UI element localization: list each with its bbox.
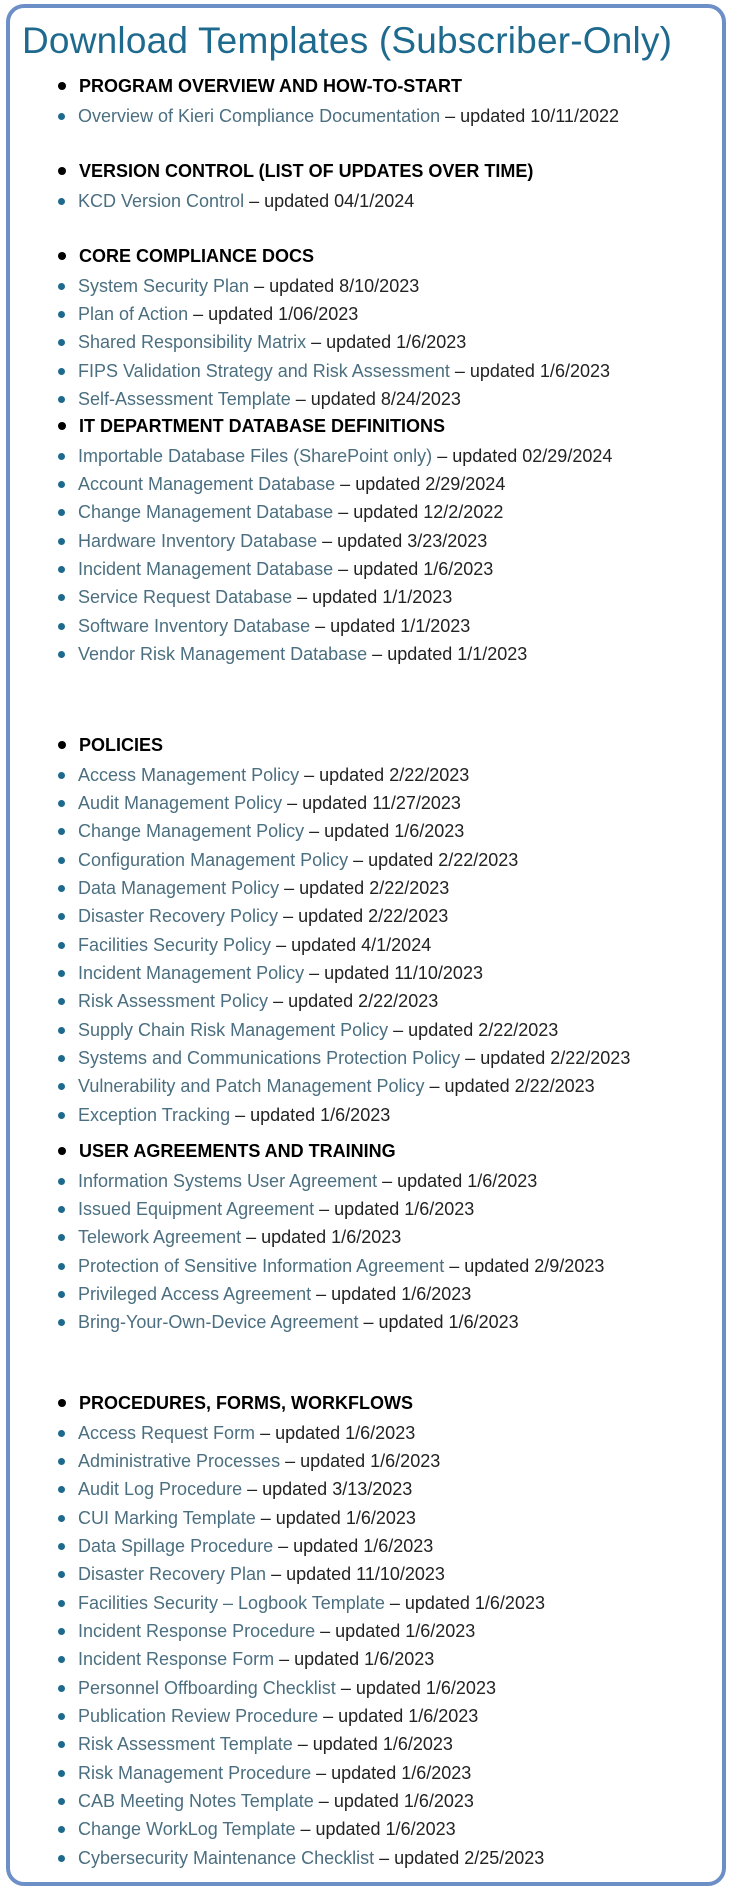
updated-date: updated 2/22/2023 bbox=[368, 849, 519, 870]
list-item bbox=[58, 1195, 474, 1223]
dash-separator: – bbox=[454, 360, 465, 381]
list-item bbox=[58, 789, 461, 817]
template-link-change-management-policy[interactable]: Change Management Policy bbox=[78, 821, 305, 842]
template-link-facilities-security-policy[interactable]: Facilities Security Policy bbox=[78, 934, 272, 955]
updated-date: updated 1/6/2023 bbox=[355, 1677, 496, 1698]
list-item bbox=[58, 931, 431, 959]
bullet-icon bbox=[58, 885, 65, 892]
bullet-icon bbox=[58, 252, 66, 260]
section-heading bbox=[58, 1389, 413, 1417]
dash-separator: – bbox=[318, 1791, 329, 1812]
template-link-incident-response-procedure[interactable]: Incident Response Procedure bbox=[78, 1620, 316, 1641]
dash-separator: – bbox=[320, 1620, 331, 1641]
template-link-issued-equipment-agreement[interactable]: Issued Equipment Agreement bbox=[78, 1198, 315, 1219]
bullet-icon bbox=[58, 1600, 65, 1607]
bullet-icon bbox=[58, 1206, 65, 1213]
bullet-icon bbox=[58, 1826, 65, 1833]
list-item bbox=[58, 612, 470, 640]
list-item bbox=[58, 584, 452, 612]
template-link-personnel-offboarding-checklist[interactable]: Personnel Offboarding Checklist bbox=[78, 1677, 336, 1698]
list-item bbox=[58, 1101, 390, 1129]
updated-date: updated 1/6/2023 bbox=[275, 1507, 416, 1528]
updated-date: updated 4/1/2024 bbox=[291, 934, 432, 955]
bullet-icon bbox=[58, 741, 66, 749]
dash-separator: – bbox=[297, 1734, 308, 1755]
updated-date: updated 3/13/2023 bbox=[262, 1479, 413, 1500]
template-link-risk-assessment-template[interactable]: Risk Assessment Template bbox=[78, 1734, 293, 1755]
bullet-icon bbox=[58, 1855, 65, 1862]
template-link-fips-validation-strategy-and-risk-assessment[interactable]: FIPS Validation Strategy and Risk Assessment bbox=[78, 360, 450, 381]
dash-separator: – bbox=[322, 530, 333, 551]
bullet-icon bbox=[58, 1515, 65, 1522]
dash-separator: – bbox=[193, 303, 204, 324]
dash-separator: – bbox=[363, 1312, 374, 1333]
dash-separator: – bbox=[353, 849, 364, 870]
template-link-shared-responsibility-matrix[interactable]: Shared Responsibility Matrix bbox=[78, 332, 307, 353]
dash-separator: – bbox=[279, 1649, 290, 1670]
list-item bbox=[58, 1016, 558, 1044]
list-item bbox=[58, 1731, 453, 1759]
updated-date: updated 1/6/2023 bbox=[312, 1734, 453, 1755]
bullet-icon bbox=[58, 481, 65, 488]
dash-separator: – bbox=[285, 1450, 296, 1471]
bullet-icon bbox=[58, 1291, 65, 1298]
section-heading bbox=[58, 242, 314, 270]
list-item bbox=[58, 442, 612, 470]
bullet-icon bbox=[58, 1083, 65, 1090]
list-item bbox=[58, 761, 469, 789]
list-item bbox=[58, 102, 619, 130]
updated-date: updated 2/22/2023 bbox=[319, 764, 470, 785]
bullet-icon bbox=[58, 1112, 65, 1119]
template-link-cui-marking-template[interactable]: CUI Marking Template bbox=[78, 1507, 256, 1528]
template-link-self-assessment-template[interactable]: Self-Assessment Template bbox=[78, 388, 291, 409]
bullet-icon bbox=[58, 1543, 65, 1550]
dash-separator: – bbox=[445, 105, 456, 126]
template-link-information-systems-user-agreement[interactable]: Information Systems User Agreement bbox=[78, 1170, 378, 1191]
section-heading bbox=[58, 412, 445, 440]
bullet-icon bbox=[58, 970, 65, 977]
dash-separator: – bbox=[393, 1019, 404, 1040]
updated-date: updated 1/1/2023 bbox=[387, 643, 528, 664]
dash-separator: – bbox=[260, 1507, 271, 1528]
template-link-incident-management-database[interactable]: Incident Management Database bbox=[78, 558, 334, 579]
bullet-icon bbox=[58, 1713, 65, 1720]
bullet-icon bbox=[58, 566, 65, 573]
dash-separator: – bbox=[287, 792, 298, 813]
list-item bbox=[58, 1476, 412, 1504]
section-heading bbox=[58, 1137, 396, 1165]
list-item bbox=[58, 555, 493, 583]
list-item bbox=[58, 818, 464, 846]
bullet-icon bbox=[58, 1399, 66, 1407]
bullet-icon bbox=[58, 1628, 65, 1635]
template-link-overview-of-kieri-compliance-documentation[interactable]: Overview of Kieri Compliance Documentation bbox=[78, 105, 441, 126]
list-item bbox=[58, 1844, 544, 1872]
list-item bbox=[58, 1561, 445, 1589]
templates-panel bbox=[6, 4, 726, 1886]
template-link-privileged-access-agreement[interactable]: Privileged Access Agreement bbox=[78, 1283, 312, 1304]
template-link-risk-management-procedure[interactable]: Risk Management Procedure bbox=[78, 1762, 312, 1783]
list-item bbox=[58, 1504, 416, 1532]
updated-date: updated 1/6/2023 bbox=[378, 1312, 519, 1333]
template-link-importable-database-files-sharepoint-only[interactable]: Importable Database Files (SharePoint only) bbox=[78, 445, 433, 466]
dash-separator: – bbox=[254, 275, 265, 296]
dash-separator: – bbox=[340, 1677, 351, 1698]
bullet-icon bbox=[58, 913, 65, 920]
updated-date: updated 02/29/2024 bbox=[452, 445, 613, 466]
template-link-access-management-policy[interactable]: Access Management Policy bbox=[78, 764, 300, 785]
bullet-icon bbox=[58, 1147, 66, 1155]
template-link-plan-of-action[interactable]: Plan of Action bbox=[78, 303, 189, 324]
list-item bbox=[58, 1788, 474, 1816]
list-item bbox=[58, 357, 610, 385]
list-item bbox=[58, 1703, 478, 1731]
template-link-data-spillage-procedure[interactable]: Data Spillage Procedure bbox=[78, 1535, 274, 1556]
list-item bbox=[58, 300, 358, 328]
template-link-access-request-form[interactable]: Access Request Form bbox=[78, 1422, 256, 1443]
bullet-icon bbox=[58, 998, 65, 1005]
list-item bbox=[58, 187, 414, 215]
list-item bbox=[58, 1532, 433, 1560]
template-link-system-security-plan[interactable]: System Security Plan bbox=[78, 275, 250, 296]
list-item bbox=[58, 1309, 519, 1337]
template-link-cybersecurity-maintenance-checklist[interactable]: Cybersecurity Maintenance Checklist bbox=[78, 1847, 375, 1868]
dash-separator: – bbox=[316, 1283, 327, 1304]
list-item bbox=[58, 527, 487, 555]
updated-date: updated 1/6/2023 bbox=[335, 1620, 476, 1641]
list-item bbox=[58, 874, 449, 902]
updated-date: updated 1/6/2023 bbox=[294, 1649, 435, 1670]
updated-date: updated 2/22/2023 bbox=[444, 1076, 595, 1097]
dash-separator: – bbox=[338, 558, 349, 579]
updated-date: updated 11/10/2023 bbox=[324, 962, 483, 983]
template-link-cab-meeting-notes-template[interactable]: CAB Meeting Notes Template bbox=[78, 1791, 314, 1812]
bullet-icon bbox=[58, 800, 65, 807]
template-link-change-worklog-template[interactable]: Change WorkLog Template bbox=[78, 1819, 296, 1840]
template-link-bring-your-own-device-agreement[interactable]: Bring-Your-Own-Device Agreement bbox=[78, 1312, 359, 1333]
bullet-icon bbox=[58, 857, 65, 864]
dash-separator: – bbox=[300, 1819, 311, 1840]
bullet-icon bbox=[58, 538, 65, 545]
updated-date: updated 1/6/2023 bbox=[353, 558, 494, 579]
updated-date: updated 1/6/2023 bbox=[293, 1535, 434, 1556]
updated-date: updated 1/1/2023 bbox=[312, 587, 453, 608]
list-item bbox=[58, 1252, 604, 1280]
updated-date: updated 1/6/2023 bbox=[275, 1422, 416, 1443]
updated-date: updated 11/27/2023 bbox=[302, 792, 461, 813]
list-item bbox=[58, 1759, 471, 1787]
bullet-icon bbox=[58, 198, 65, 205]
bullet-icon bbox=[58, 1685, 65, 1692]
bullet-icon bbox=[58, 772, 65, 779]
updated-date: updated 2/9/2023 bbox=[464, 1255, 605, 1276]
bullet-icon bbox=[58, 339, 65, 346]
updated-date: updated 2/22/2023 bbox=[288, 991, 439, 1012]
list-item bbox=[58, 959, 483, 987]
bullet-icon bbox=[58, 167, 66, 175]
bullet-icon bbox=[58, 651, 65, 658]
dash-separator: – bbox=[323, 1706, 334, 1726]
bullet-icon bbox=[58, 1458, 65, 1465]
dash-separator: – bbox=[283, 906, 294, 927]
template-link-supply-chain-risk-management-policy[interactable]: Supply Chain Risk Management Policy bbox=[78, 1019, 389, 1040]
list-item bbox=[58, 1167, 537, 1195]
dash-separator: – bbox=[304, 764, 315, 785]
updated-date: updated 1/1/2023 bbox=[330, 615, 471, 636]
dash-separator: – bbox=[465, 1048, 476, 1068]
updated-date: updated 1/06/2023 bbox=[208, 303, 359, 324]
template-link-disaster-recovery-policy[interactable]: Disaster Recovery Policy bbox=[78, 906, 279, 927]
list-item bbox=[58, 1419, 415, 1447]
template-link-hardware-inventory-database[interactable]: Hardware Inventory Database bbox=[78, 530, 318, 551]
template-link-data-management-policy[interactable]: Data Management Policy bbox=[78, 877, 280, 898]
list-item bbox=[58, 903, 448, 931]
list-item bbox=[58, 329, 466, 357]
dash-separator: – bbox=[389, 1592, 400, 1613]
dash-separator: – bbox=[311, 332, 322, 353]
list-item bbox=[58, 499, 503, 527]
list-item bbox=[58, 470, 505, 498]
dash-separator: – bbox=[382, 1170, 393, 1191]
updated-date: updated 2/22/2023 bbox=[408, 1019, 559, 1040]
list-item bbox=[58, 1280, 471, 1308]
template-link-facilities-security-logbook-template[interactable]: Facilities Security – Logbook Template bbox=[78, 1592, 385, 1613]
updated-date: updated 2/22/2023 bbox=[299, 877, 450, 898]
template-link-vendor-risk-management-database[interactable]: Vendor Risk Management Database bbox=[78, 643, 368, 664]
template-link-exception-tracking[interactable]: Exception Tracking bbox=[78, 1104, 231, 1125]
bullet-icon bbox=[58, 1234, 65, 1241]
bullet-icon bbox=[58, 1486, 65, 1493]
dash-separator: – bbox=[247, 1479, 258, 1500]
section-heading bbox=[58, 72, 462, 100]
updated-date: updated 3/23/2023 bbox=[337, 530, 488, 551]
bullet-icon bbox=[58, 453, 65, 460]
template-link-configuration-management-policy[interactable]: Configuration Management Policy bbox=[78, 849, 349, 870]
bullet-icon bbox=[58, 368, 65, 375]
updated-date: updated 2/29/2024 bbox=[355, 473, 506, 494]
bullet-icon bbox=[58, 283, 65, 290]
template-link-systems-and-communications-protection-policy[interactable]: Systems and Communications Protection Policy bbox=[78, 1048, 461, 1068]
updated-date: updated 10/11/2022 bbox=[460, 105, 619, 126]
list-item bbox=[58, 1045, 630, 1073]
dash-separator: – bbox=[276, 934, 287, 955]
dash-separator: – bbox=[338, 502, 349, 523]
bullet-icon bbox=[58, 1741, 65, 1748]
dash-separator: – bbox=[429, 1076, 440, 1097]
updated-date: updated 1/6/2023 bbox=[397, 1170, 538, 1191]
dash-separator: – bbox=[249, 190, 260, 211]
bullet-icon bbox=[58, 311, 65, 318]
bullet-icon bbox=[58, 942, 65, 949]
dash-separator: – bbox=[340, 473, 351, 494]
dash-separator: – bbox=[284, 877, 295, 898]
list-item bbox=[58, 1674, 496, 1702]
list-item bbox=[58, 1617, 475, 1645]
bullet-icon bbox=[58, 828, 65, 835]
dash-separator: – bbox=[316, 1762, 327, 1783]
dash-separator: – bbox=[273, 991, 284, 1012]
section-heading-text: PROCEDURES, FORMS, WORKFLOWS bbox=[79, 1392, 413, 1413]
bullet-icon bbox=[58, 1319, 65, 1326]
updated-date: updated 1/6/2023 bbox=[331, 1283, 472, 1304]
bullet-icon bbox=[58, 422, 66, 430]
template-link-administrative-processes[interactable]: Administrative Processes bbox=[78, 1450, 281, 1471]
list-item bbox=[58, 1816, 456, 1844]
bullet-icon bbox=[58, 1178, 65, 1185]
bullet-icon bbox=[58, 1571, 65, 1578]
template-link-kcd-version-control[interactable]: KCD Version Control bbox=[78, 190, 245, 211]
section-heading bbox=[58, 731, 163, 759]
section-heading-text: CORE COMPLIANCE DOCS bbox=[79, 245, 315, 266]
updated-date: updated 8/24/2023 bbox=[310, 388, 461, 409]
template-link-protection-of-sensitive-information-agreement[interactable]: Protection of Sensitive Information Agreement bbox=[78, 1255, 445, 1276]
list-item bbox=[58, 846, 518, 874]
template-link-vulnerability-and-patch-management-policy[interactable]: Vulnerability and Patch Management Policy bbox=[78, 1076, 425, 1097]
section-heading-text: USER AGREEMENTS AND TRAINING bbox=[79, 1140, 396, 1161]
dash-separator: – bbox=[309, 821, 320, 842]
updated-date: updated 1/6/2023 bbox=[315, 1819, 456, 1840]
list-item bbox=[58, 272, 419, 300]
template-link-software-inventory-database[interactable]: Software Inventory Database bbox=[78, 615, 311, 636]
list-item bbox=[58, 1224, 401, 1252]
dash-separator: – bbox=[449, 1255, 460, 1276]
dash-separator: – bbox=[297, 587, 308, 608]
dash-separator: – bbox=[372, 643, 383, 664]
section-heading-text: POLICIES bbox=[79, 734, 164, 755]
dash-separator: – bbox=[379, 1847, 390, 1868]
updated-date: updated 2/22/2023 bbox=[480, 1048, 631, 1068]
bullet-icon bbox=[58, 396, 65, 403]
bullet-icon bbox=[58, 1055, 65, 1062]
updated-date: updated 8/10/2023 bbox=[269, 275, 420, 296]
updated-date: updated 1/6/2023 bbox=[261, 1227, 402, 1248]
updated-date: updated 1/6/2023 bbox=[334, 1198, 475, 1219]
template-link-risk-assessment-policy[interactable]: Risk Assessment Policy bbox=[78, 991, 269, 1012]
updated-date: updated 1/6/2023 bbox=[331, 1762, 472, 1783]
updated-date: updated 04/1/2024 bbox=[264, 190, 415, 211]
bullet-icon bbox=[58, 1770, 65, 1777]
bullet-icon bbox=[58, 113, 65, 120]
dash-separator: – bbox=[315, 615, 326, 636]
section-heading-text: VERSION CONTROL (LIST OF UPDATES OVER TIME) bbox=[79, 160, 534, 181]
dash-separator: – bbox=[319, 1198, 330, 1219]
bullet-icon bbox=[58, 1027, 65, 1034]
bullet-icon bbox=[58, 82, 66, 90]
updated-date: updated 1/6/2023 bbox=[404, 1592, 545, 1613]
template-link-publication-review-procedure[interactable]: Publication Review Procedure bbox=[78, 1706, 319, 1726]
updated-date: updated 1/6/2023 bbox=[338, 1706, 479, 1726]
updated-date: updated 1/6/2023 bbox=[250, 1104, 391, 1125]
bullet-icon bbox=[58, 509, 65, 516]
updated-date: updated 2/22/2023 bbox=[298, 906, 449, 927]
dash-separator: – bbox=[278, 1535, 289, 1556]
bullet-icon bbox=[58, 1656, 65, 1663]
updated-date: updated 12/2/2022 bbox=[353, 502, 504, 523]
template-link-audit-management-policy[interactable]: Audit Management Policy bbox=[78, 792, 283, 813]
list-item bbox=[58, 640, 527, 668]
section-heading-text: IT DEPARTMENT DATABASE DEFINITIONS bbox=[79, 415, 445, 436]
template-link-change-management-database[interactable]: Change Management Database bbox=[78, 502, 334, 523]
bullet-icon bbox=[58, 1798, 65, 1805]
list-item bbox=[58, 1646, 434, 1674]
section-heading-text: PROGRAM OVERVIEW AND HOW-TO-START bbox=[79, 75, 462, 96]
section-heading bbox=[58, 157, 533, 185]
bullet-icon bbox=[58, 594, 65, 601]
dash-separator: – bbox=[295, 388, 306, 409]
updated-date: updated 1/6/2023 bbox=[333, 1791, 474, 1812]
list-item bbox=[58, 1073, 595, 1101]
updated-date: updated 1/6/2023 bbox=[326, 332, 467, 353]
list-item bbox=[58, 1447, 440, 1475]
updated-date: updated 2/25/2023 bbox=[394, 1847, 545, 1868]
dash-separator: – bbox=[260, 1422, 271, 1443]
bullet-icon bbox=[58, 623, 65, 630]
template-link-incident-response-form[interactable]: Incident Response Form bbox=[78, 1649, 275, 1670]
template-link-audit-log-procedure[interactable]: Audit Log Procedure bbox=[78, 1479, 243, 1500]
updated-date: updated 1/6/2023 bbox=[469, 360, 610, 381]
template-link-disaster-recovery-plan[interactable]: Disaster Recovery Plan bbox=[78, 1564, 267, 1585]
page-title: Download Templates (Subscriber-Only) bbox=[22, 20, 673, 61]
dash-separator: – bbox=[246, 1227, 257, 1248]
updated-date: updated 1/6/2023 bbox=[300, 1450, 441, 1471]
dash-separator: – bbox=[437, 445, 448, 466]
bullet-icon bbox=[58, 1430, 65, 1437]
list-item bbox=[58, 385, 461, 413]
template-link-service-request-database[interactable]: Service Request Database bbox=[78, 587, 293, 608]
list-item bbox=[58, 988, 438, 1016]
bullet-icon bbox=[58, 1263, 65, 1270]
dash-separator: – bbox=[309, 962, 320, 983]
template-link-account-management-database[interactable]: Account Management Database bbox=[78, 473, 336, 494]
updated-date: updated 11/10/2023 bbox=[286, 1564, 445, 1585]
dash-separator: – bbox=[235, 1104, 246, 1125]
updated-date: updated 1/6/2023 bbox=[324, 821, 465, 842]
dash-separator: – bbox=[271, 1564, 282, 1585]
template-link-telework-agreement[interactable]: Telework Agreement bbox=[78, 1227, 242, 1248]
list-item bbox=[58, 1589, 545, 1617]
template-link-incident-management-policy[interactable]: Incident Management Policy bbox=[78, 962, 305, 983]
